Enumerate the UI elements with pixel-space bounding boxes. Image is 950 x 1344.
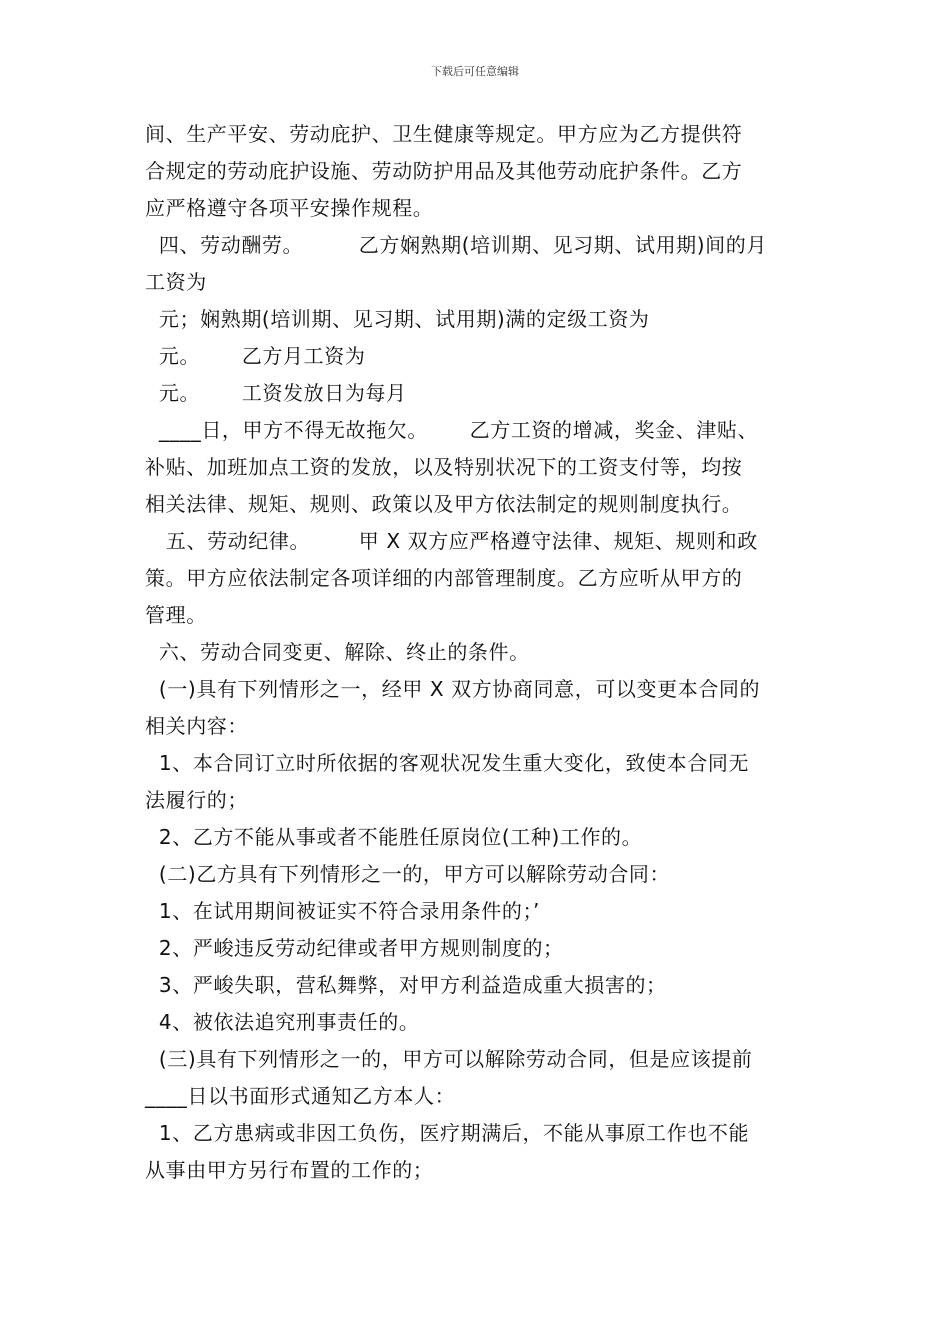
- paragraph-line: 1、在试用期间被证实不符合录用条件的；’: [145, 899, 540, 923]
- paragraph-line: 3、严峻失职，营私舞弊，对甲方利益造成重大损害的；: [145, 973, 667, 997]
- paragraph-line: 从事由甲方另行布置的工作的；: [145, 1158, 434, 1182]
- paragraph-line: ____日以书面形式通知乙方本人：: [145, 1084, 456, 1108]
- paragraph-line: 六、劳动合同变更、解除、终止的条件。: [145, 640, 530, 664]
- paragraph-line: 合规定的劳动庇护设施、劳动防护用品及其他劳动庇护条件。乙方: [145, 159, 743, 183]
- paragraph-line: 法履行的；: [145, 788, 248, 812]
- paragraph-line: (三)具有下列情形之一的，甲方可以解除劳动合同，但是应该提前: [145, 1047, 753, 1071]
- paragraph-line: (二)乙方具有下列情形之一的，甲方可以解除劳动合同：: [145, 862, 671, 886]
- paragraph-line: 2、乙方不能从事或者不能胜任原岗位(工种)工作的。: [145, 825, 643, 849]
- paragraph-line: 四、劳动酬劳。 乙方娴熟期(培训期、见习期、试用期)间的月: [145, 233, 767, 257]
- page-header: 下载后可任意编辑: [431, 65, 519, 78]
- paragraph-line: 2、严峻违反劳动纪律或者甲方规则制度的；: [145, 936, 564, 960]
- paragraph-line: 策。甲方应依法制定各项详细的内部管理制度。乙方应听从甲方的: [145, 566, 743, 590]
- paragraph-line: 工资为: [145, 270, 207, 294]
- paragraph-line: 间、生产平安、劳动庇护、卫生健康等规定。甲方应为乙方提供符: [145, 122, 743, 146]
- paragraph-line: 五、劳动纪律。 甲 X 双方应严格遵守法律、规矩、规则和政: [145, 529, 758, 553]
- paragraph-line: 相关内容：: [145, 714, 248, 738]
- paragraph-line: 应严格遵守各项平安操作规程。: [145, 196, 434, 220]
- paragraph-line: 管理。: [145, 603, 207, 627]
- paragraph-line: 4、被依法追究刑事责任的。: [145, 1010, 420, 1034]
- paragraph-line: (一)具有下列情形之一，经甲 X 双方协商同意，可以变更本合同的: [145, 677, 761, 701]
- paragraph-line: 元；娴熟期(培训期、见习期、试用期)满的定级工资为: [145, 307, 650, 331]
- paragraph-line: 1、乙方患病或非因工负伤，医疗期满后，不能从事原工作也不能: [145, 1121, 750, 1145]
- paragraph-line: 相关法律、规矩、规则、政策以及甲方依法制定的规则制度执行。: [145, 492, 743, 516]
- paragraph-line: 元。 乙方月工资为: [145, 344, 366, 368]
- paragraph-line: 1、本合同订立时所依据的客观状况发生重大变化，致使本合同无: [145, 751, 750, 775]
- paragraph-line: ____日，甲方不得无故拖欠。 乙方工资的增减，奖金、津贴、: [145, 418, 759, 442]
- paragraph-line: 元。 工资发放日为每月: [145, 381, 407, 405]
- paragraph-line: 补贴、加班加点工资的发放，以及特别状况下的工资支付等，均按: [145, 455, 743, 479]
